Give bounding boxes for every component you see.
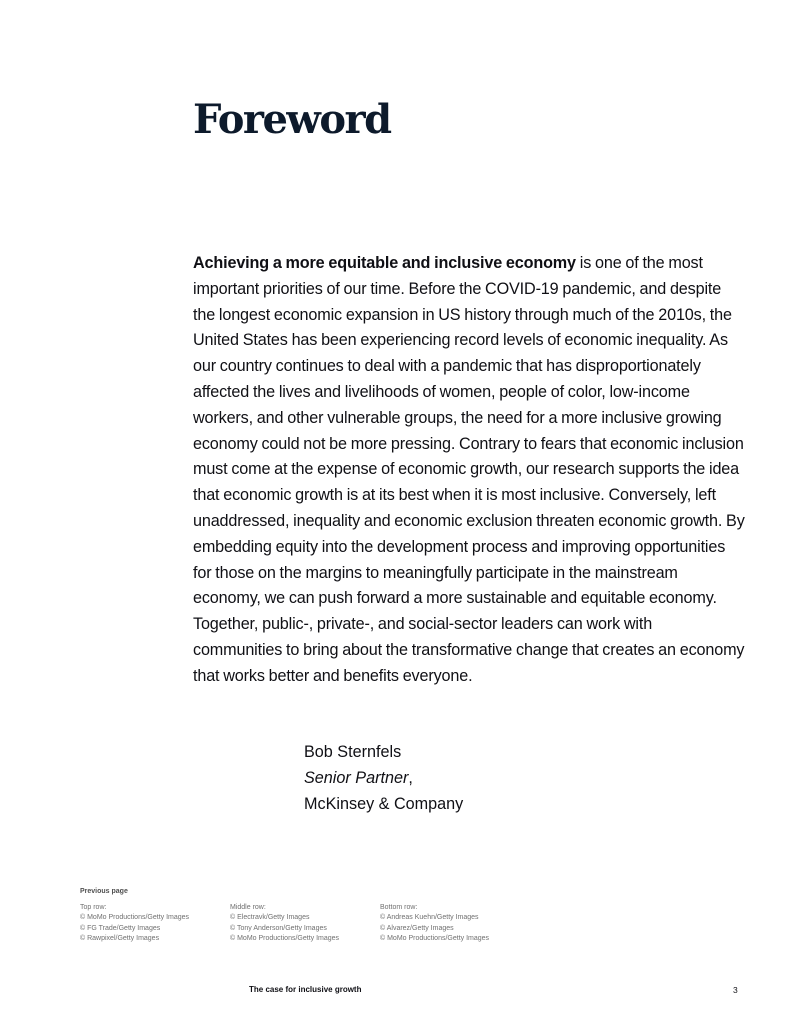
credit-item: © Tony Anderson/Getty Images <box>230 924 327 932</box>
credit-column-label: Bottom row: <box>380 903 418 911</box>
signatory-name: Bob Sternfels <box>304 743 402 761</box>
photo-credits-columns <box>80 903 530 945</box>
credit-item: © MoMo Productions/Getty Images <box>380 935 490 943</box>
signatory-company: McKinsey & Company <box>304 795 464 813</box>
credit-item: © Andreas Kuehn/Getty Images <box>380 914 479 922</box>
signatory-role-line <box>304 765 463 791</box>
page-number: 3 <box>733 985 738 995</box>
photo-credits-heading: Previous page <box>80 888 128 895</box>
credit-column-bottom-row <box>380 903 530 945</box>
foreword-paragraph <box>193 251 745 690</box>
credit-item: © MoMo Productions/Getty Images <box>80 914 190 922</box>
signature-block <box>304 739 463 817</box>
footer-report-title: The case for inclusive growth <box>249 985 362 994</box>
signatory-role-suffix: , <box>408 769 413 787</box>
credit-item: © Alvarez/Getty Images <box>380 924 454 932</box>
foreword-body: is one of the most important priorities of our time. Before the COVID-19 pandemic, and despite the longest economic expansion in US history through much of the 2010s, the United States has been experiencing record levels of economic inequality. As our country continues to deal with a pandemic that has disproportionately affected the lives and livelihoods of women, people of color, low-income workers, and other vulnerable groups, the need for a more inclusive growing economy could not be more pressing. Contrary to fears that economic inclusion must come at the expense of economic growth, our research supports the idea that economic growth is at its best when it is most inclusive. Conversely, left unaddressed, inequality and economic exclusion threaten economic growth. By embedding equity into the development process and improving opportunities for those on the margins to meaningfully participate in the mainstream economy, we can push forward a more sustainable and equitable economy. Together, public-, private-, and social-sector leaders can work with communities to bring about the transformative change that creates an economy that works better and benefits everyone. <box>193 254 745 685</box>
credit-item: © Rawpixel/Getty Images <box>80 935 160 943</box>
page-title: Foreword <box>193 96 391 143</box>
photo-credits <box>80 887 530 945</box>
credit-item: © MoMo Productions/Getty Images <box>230 935 340 943</box>
credit-column-label: Top row: <box>80 903 107 911</box>
credit-column-label: Middle row: <box>230 903 266 911</box>
credit-item: © FG Trade/Getty Images <box>80 924 161 932</box>
credit-column-top-row <box>80 903 230 945</box>
credit-item: © Electravk/Getty Images <box>230 914 310 922</box>
credit-column-middle-row <box>230 903 380 945</box>
foreword-lead-in: Achieving a more equitable and inclusive economy <box>193 254 576 272</box>
signatory-role: Senior Partner <box>304 769 409 787</box>
